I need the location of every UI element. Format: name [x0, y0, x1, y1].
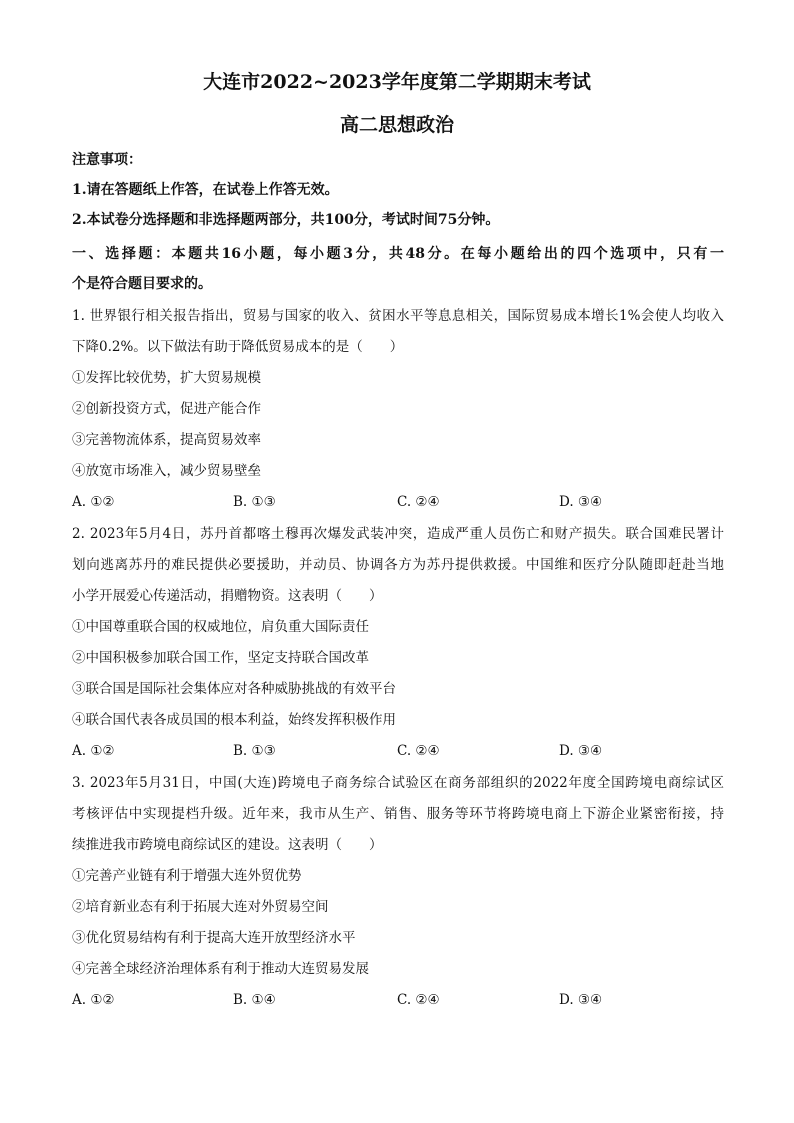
statement-item: ③优化贸易结构有利于提高大连开放型经济水平 — [72, 930, 356, 946]
option-b: B. ①④ — [233, 992, 276, 1008]
question-stem-line: 3. 2023年5月31日，中国(大连)跨境电子商务综合试验区在商务部组织的2022年度全国跨境电商综试区 — [72, 775, 724, 791]
question-stem-line: 2. 2023年5月4日，苏丹首都喀土穆再次爆发武装冲突，造成严重人员伤亡和财产损失。联合国难民署计 — [72, 526, 724, 542]
answer-options — [72, 492, 724, 512]
option-d: D. ③④ — [559, 743, 603, 759]
statement-item: ③完善物流体系，提高贸易效率 — [72, 432, 261, 448]
notes-heading: 注意事项： — [72, 152, 142, 168]
question-stem-line: 小学开展爱心传递活动，捐赠物资。这表明（ ） — [72, 588, 383, 604]
exam-subtitle: 高二思想政治 — [339, 114, 454, 136]
statement-item: ②中国积极参加联合国工作，坚定支持联合国改革 — [72, 650, 369, 666]
option-c: C. ②④ — [397, 743, 440, 759]
notes-item-1: 1.请在答题纸上作答，在试卷上作答无效。 — [72, 182, 339, 198]
notes-item-2: 2.本试卷分选择题和非选择题两部分，共100分，考试时间75分钟。 — [72, 212, 500, 228]
statement-item: ①发挥比较优势，扩大贸易规模 — [72, 370, 261, 386]
answer-options — [72, 990, 724, 1010]
option-b: B. ①③ — [233, 743, 276, 759]
statement-item: ②培育新业态有利于拓展大连对外贸易空间 — [72, 899, 329, 915]
option-d: D. ③④ — [559, 494, 603, 510]
statement-item: ④放宽市场准入，减少贸易壁垒 — [72, 463, 261, 479]
question-stem-line: 1. 世界银行相关报告指出，贸易与国家的收入、贫困水平等息息相关，国际贸易成本增长1%会使人均收入 — [72, 308, 724, 324]
question-stem-line: 考核评估中实现提档升级。近年来，我市从生产、销售、服务等环节将跨境电商上下游企业紧密衔接，持 — [72, 806, 724, 822]
section-instruction-line-2: 个是符合题目要求的。 — [72, 276, 212, 292]
statement-item: ①中国尊重联合国的权威地位，肩负重大国际责任 — [72, 619, 369, 635]
statement-item: ④完善全球经济治理体系有利于推动大连贸易发展 — [72, 961, 369, 977]
option-c: C. ②④ — [397, 992, 440, 1008]
answer-options — [72, 741, 724, 761]
question-stem-line: 续推进我市跨境电商综试区的建设。这表明（ ） — [72, 837, 383, 853]
option-a: A. ①② — [72, 992, 115, 1008]
section-instruction-line-1: 一、选择题：本题共16小题，每小题3分，共48分。在每小题给出的四个选项中，只有一 — [72, 246, 724, 262]
option-a: A. ①② — [72, 494, 115, 510]
exam-title: 大连市2022~2023学年度第二学期期末考试 — [203, 71, 591, 93]
question-stem-line: 划向逃离苏丹的难民提供必要援助，并动员、协调各方为苏丹提供救援。中国维和医疗分队随即赶赴当地 — [72, 557, 724, 573]
option-c: C. ②④ — [397, 494, 440, 510]
statement-item: ①完善产业链有利于增强大连外贸优势 — [72, 868, 302, 884]
statement-item: ③联合国是国际社会集体应对各种威胁挑战的有效平台 — [72, 681, 396, 697]
statement-item: ④联合国代表各成员国的根本利益，始终发挥积极作用 — [72, 712, 396, 728]
option-d: D. ③④ — [559, 992, 603, 1008]
question-stem-line: 下降0.2%。以下做法有助于降低贸易成本的是（ ） — [72, 339, 404, 355]
option-b: B. ①③ — [233, 494, 276, 510]
option-a: A. ①② — [72, 743, 115, 759]
statement-item: ②创新投资方式，促进产能合作 — [72, 401, 261, 417]
